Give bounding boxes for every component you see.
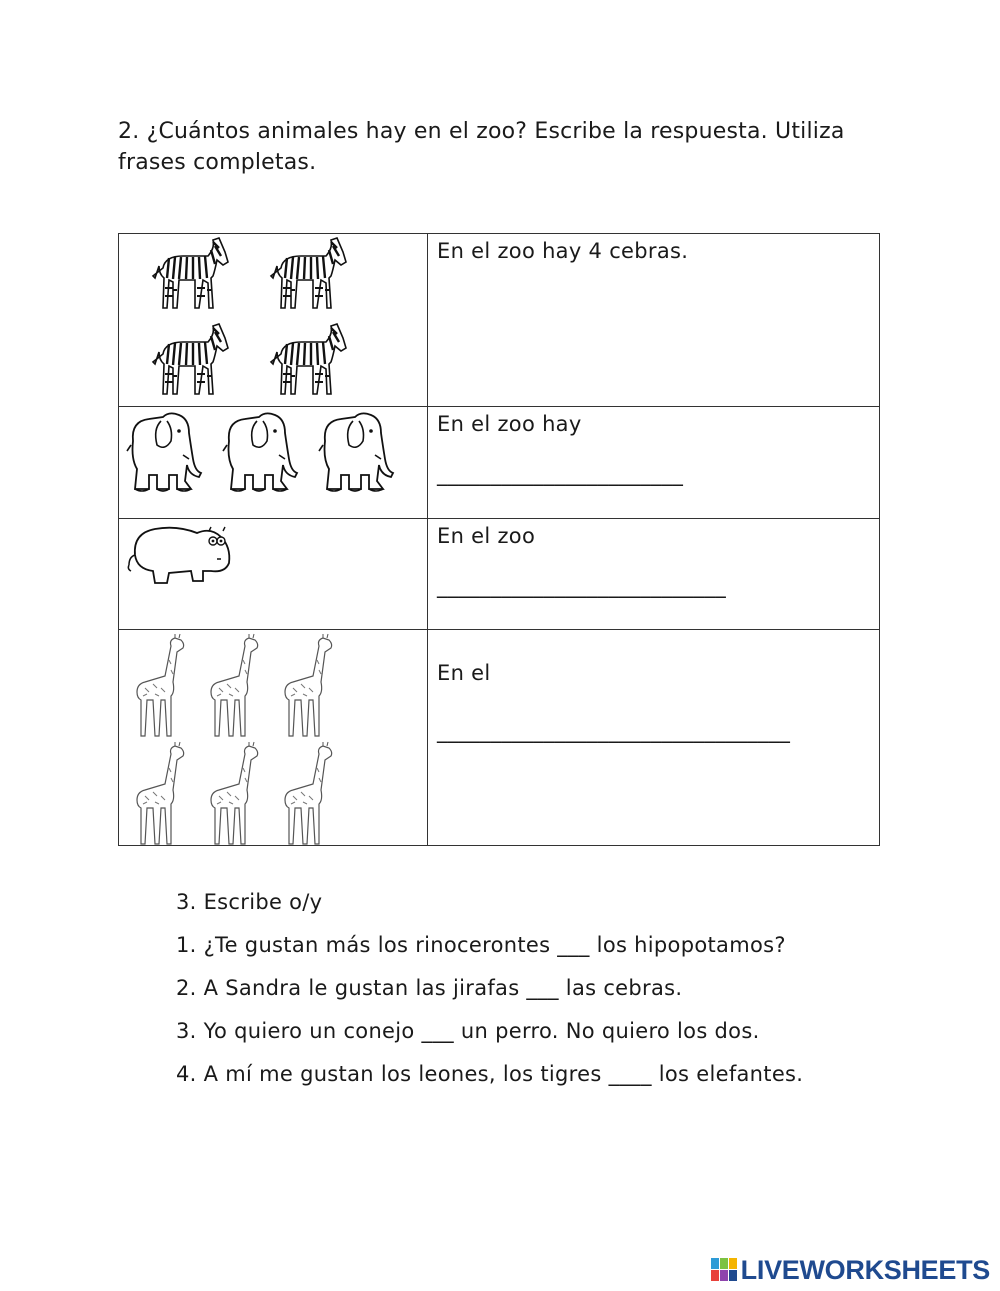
zebras-answer-cell [429,234,879,406]
question-3-title: 3. Escribe o/y [176,890,323,914]
hippo-image [119,519,428,630]
giraffe-1 [137,634,184,736]
liveworksheets-logo-icon [711,1258,737,1282]
zebras-image-cell [119,234,428,406]
question-3-item-2[interactable]: 2. A Sandra le gustan las jirafas ___ las cebras. [176,976,683,1000]
question-3-item-3[interactable]: 3. Yo quiero un conejo ___ un perro. No quiero los dos. [176,1019,760,1043]
giraffes-answer-blank[interactable]: _________________________________ [437,719,791,743]
elephants-image [119,407,428,519]
question-3-item-4[interactable]: 4. A mí me gustan los leones, los tigres ____ los elefantes. [176,1062,804,1086]
hippo-answer-blank[interactable]: ___________________________ [437,574,726,598]
giraffe-6 [285,742,332,844]
hippo-1 [128,527,229,583]
hippo-answer-cell [429,519,879,629]
table-row-zebras [119,234,879,406]
giraffes-image-cell [119,630,428,845]
table-row-giraffes [119,629,879,845]
zebras-sentence: En el zoo hay 4 cebras. [437,239,689,263]
elephants-image-cell [119,407,428,518]
giraffe-5 [211,742,258,844]
elephant-1 [127,413,201,491]
zebra-4 [271,324,346,394]
giraffe-4 [137,742,184,844]
question-3-item-1[interactable]: 1. ¿Te gustan más los rinocerontes ___ los hipopotamos? [176,933,786,957]
elephant-3 [319,413,393,491]
giraffe-3 [285,634,332,736]
giraffes-answer-cell [429,630,879,845]
elephants-answer-blank[interactable]: _______________________ [437,462,684,486]
liveworksheets-brand [711,1254,990,1286]
question-2-title: 2. ¿Cuántos animales hay en el zoo? Escribe la respuesta. Utiliza frases completas. [118,119,845,175]
zoo-count-table [118,233,880,846]
zebras-image [119,234,428,406]
question-3-section [176,888,936,1103]
hippo-sentence: En el zoo [437,524,536,548]
table-row-elephants [119,406,879,518]
hippo-image-cell [119,519,428,629]
zebra-2 [271,238,346,308]
table-row-hippo [119,518,879,629]
zebra-1 [153,238,228,308]
elephant-2 [223,413,297,491]
zebra-3 [153,324,228,394]
giraffe-2 [211,634,258,736]
liveworksheets-wordmark: LIVEWORKSHEETS [740,1254,990,1285]
giraffes-sentence: En el [437,661,491,685]
elephants-answer-cell [429,407,879,518]
giraffes-image [119,630,428,846]
elephants-sentence: En el zoo hay [437,412,582,436]
